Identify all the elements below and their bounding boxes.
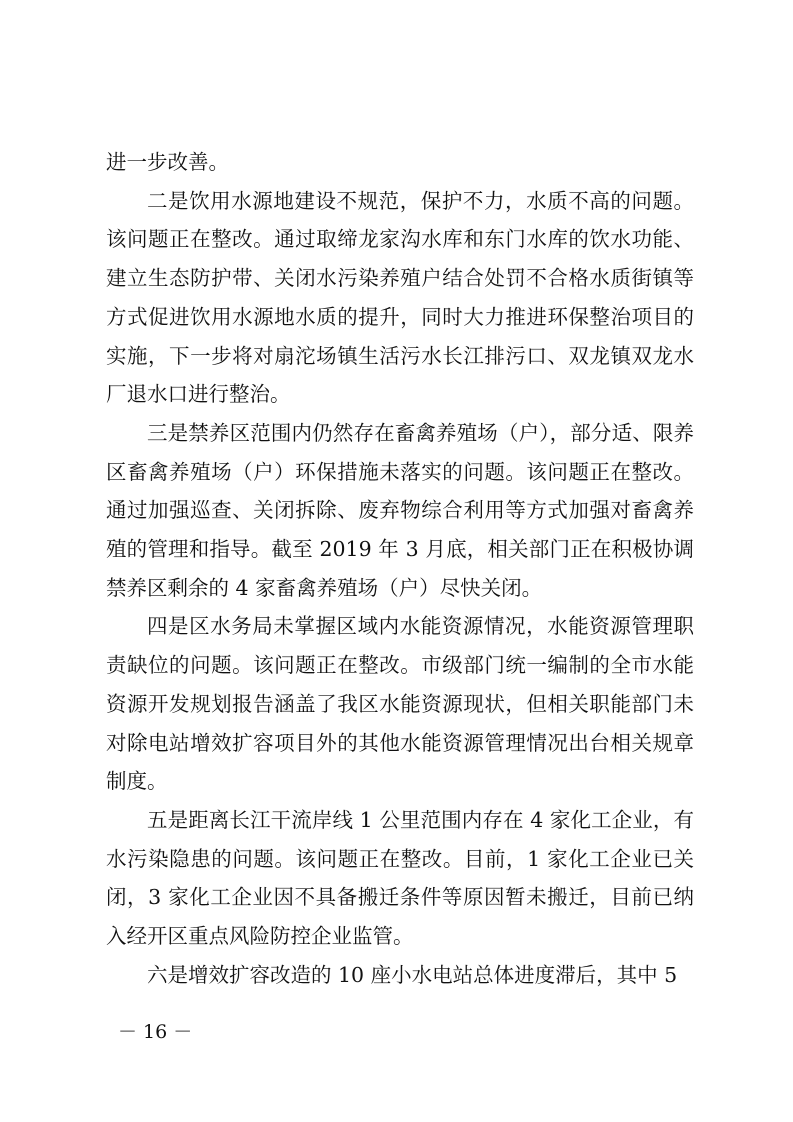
paragraph-small-hydropower: 六是增效扩容改造的 10 座小水电站总体进度滞后，其中 5 xyxy=(147,962,678,987)
paragraph-drinking-water-source: 二是饮用水源地建设不规范，保护不力，水质不高的问题。该问题正在整改。通过取缔龙家沟水库和东门水库的饮水功能、建立生态防护带、关闭水污染养殖户结合处罚不合格水质街镇等方式促进饮用水源地水质的提升，同时大力推进环保整治项目的实施，下一步将对扇沱场镇生活污水长江排污口、双龙镇双龙水厂退水口进行整治。 xyxy=(106,188,694,407)
paragraph-livestock-farms: 三是禁养区范围内仍然存在畜禽养殖场（户），部分适、限养区畜禽养殖场（户）环保措施未落实的问题。该问题正在整改。通过加强巡查、关闭拆除、废弃物综合利用等方式加强对畜禽养殖的管理和指导。截至 2019 年 3 月底，相关部门正在积极协调禁养区剩余的 4 家畜禽养殖场（户）尽快关闭。 xyxy=(106,420,694,600)
paragraph-hydropower-resources: 四是区水务局未掌握区域内水能资源情况，水能资源管理职责缺位的问题。该问题正在整改。市级部门统一编制的全市水能资源开发规划报告涵盖了我区水能资源现状，但相关职能部门未对除电站增效扩容项目外的其他水能资源管理情况出台相关规章制度。 xyxy=(106,614,694,794)
body-text xyxy=(106,143,694,994)
page-number: － 16 － xyxy=(118,1021,193,1043)
paragraph-chemical-enterprises: 五是距离长江干流岸线 1 公里范围内存在 4 家化工企业，有水污染隐患的问题。该问题正在整改。目前，1 家化工企业已关闭，3 家化工企业因不具备搬迁条件等原因暂未搬迁，目前已纳入经开区重点风险防控企业监管。 xyxy=(106,807,694,949)
paragraph-continuation: 进一步改善。 xyxy=(106,150,229,174)
